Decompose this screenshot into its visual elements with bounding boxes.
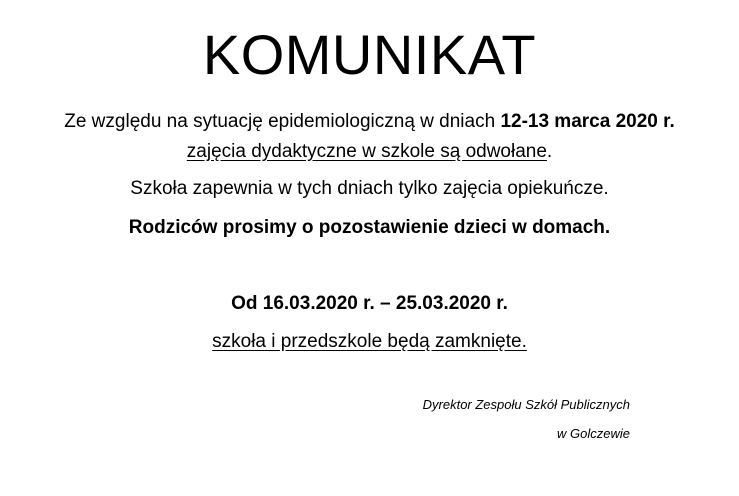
- cancelled-classes-text: zajęcia dydaktyczne w szkole są odwołane: [186, 141, 547, 162]
- closure-note-text: szkoła i przedszkole będą zamknięte.: [212, 331, 527, 352]
- paragraph-care-classes: Szkoła zapewnia w tych dniach tylko zajęcia opiekuńcze.: [130, 178, 609, 199]
- paragraph-cancelled-classes: [0, 140, 739, 164]
- paragraph-parents-request: Rodziców prosimy o pozostawienie dzieci w domach.: [128, 217, 611, 238]
- notice-intro-text: Ze względu na sytuację epidemiologiczną w dniach: [64, 111, 501, 132]
- announcement-title: KOMUNIKAT: [202, 23, 537, 86]
- paragraph-epidemic-notice: [0, 110, 739, 134]
- closure-note: [0, 330, 739, 354]
- notice-dates: 12-13 marca 2020 r.: [500, 111, 675, 132]
- closure-dates: Od 16.03.2020 r. – 25.03.2020 r.: [231, 293, 508, 314]
- signature-title: Dyrektor Zespołu Szkół Publicznych: [422, 397, 630, 412]
- cancelled-period: .: [546, 141, 553, 162]
- signature-location: w Golczewie: [557, 426, 630, 441]
